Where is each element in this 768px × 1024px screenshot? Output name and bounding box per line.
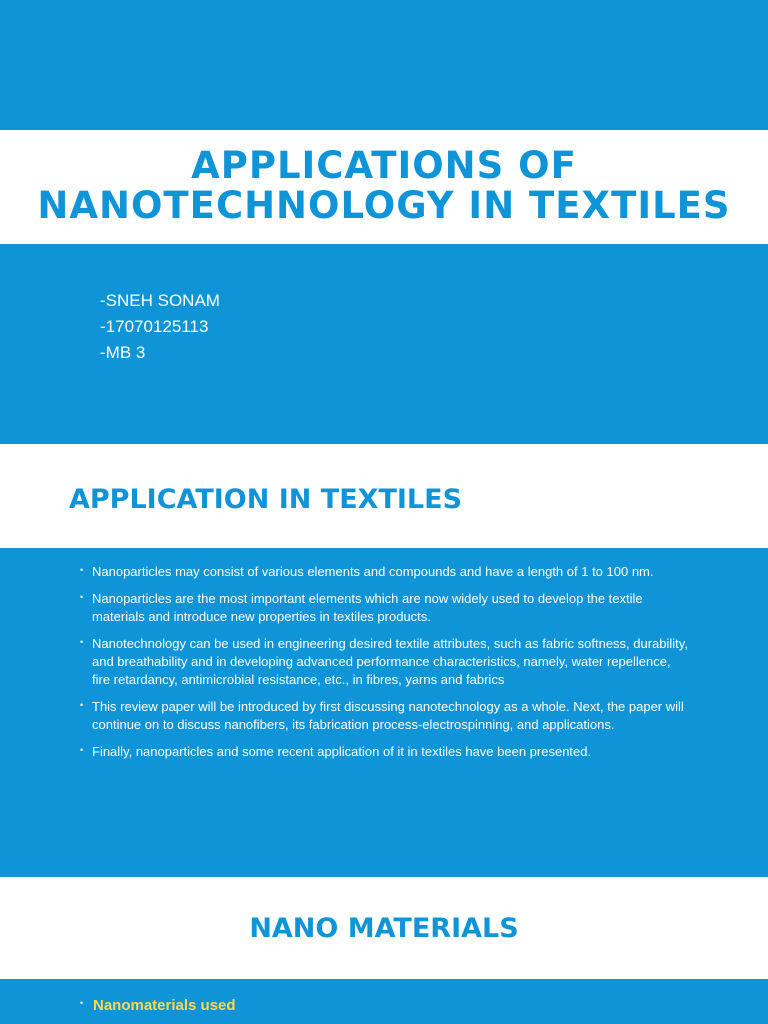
bullet-text: Finally, nanoparticles and some recent application of it in textiles have been presented. [92,744,592,759]
slide-title-line-1: APPLICATIONS OF [191,144,577,187]
applications-bullet-list [80,563,690,770]
slide-title-line-2: NANOTECHNOLOGY IN TEXTILES [37,184,731,227]
author-info [100,288,220,366]
bullet-icon: • [80,700,84,710]
list-item [80,698,690,734]
title-slide [0,0,768,444]
bullet-icon: • [80,637,84,647]
bullet-icon: • [80,998,84,1008]
nano-materials-heading: NANO MATERIALS [249,913,519,944]
nanomaterials-bullet-text: Nanomaterials used [93,997,236,1014]
author-name: -SNEH SONAM [100,291,220,310]
nano-materials-slide [0,877,768,1024]
author-id: -17070125113 [100,317,209,336]
list-item [80,743,690,761]
applications-heading: APPLICATION IN TEXTILES [69,484,463,515]
author-class: -MB 3 [100,343,146,362]
bullet-text: This review paper will be introduced by first discussing nanotechnology as a whole. Next, the paper will continue on to discuss nanofibers, its fabrication process-electrospinning, and applications. [92,699,684,732]
list-item [80,635,690,689]
nanomaterials-bullet [80,996,236,1016]
bullet-text: Nanotechnology can be used in engineering desired textile attributes, such as fabric softness, durability, and breathability and in developing advanced performance characteristics, namely, water repellence, fire retardancy, antimicrobial resistance, etc., in fibres, yarns and fabrics [92,636,688,687]
applications-slide [0,444,768,877]
slide-title [0,146,768,226]
list-item [80,563,690,581]
list-item [80,590,690,626]
bullet-icon: • [80,745,84,755]
title-slide-top-band [0,0,768,130]
bullet-icon: • [80,565,84,575]
bullet-text: Nanoparticles may consist of various elements and compounds and have a length of 1 to 100 nm. [92,564,654,579]
bullet-text: Nanoparticles are the most important elements which are now widely used to develop the textile materials and introduce new properties in textiles products. [92,591,643,624]
bullet-icon: • [80,592,84,602]
